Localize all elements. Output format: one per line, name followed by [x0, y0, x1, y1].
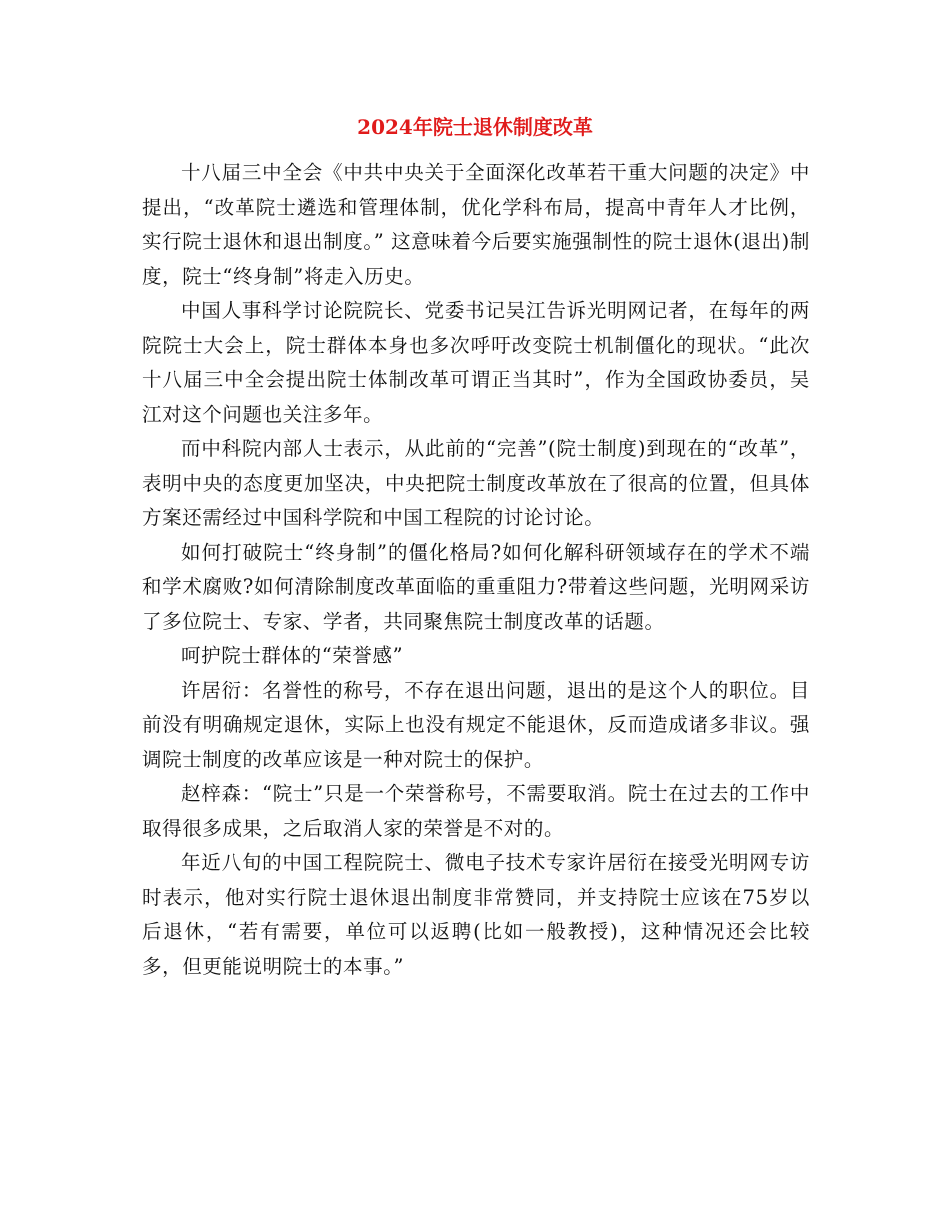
- section-heading: 呵护院士群体的“荣誉感”: [181, 644, 404, 667]
- paragraph: 中国人事科学讨论院院长、党委书记吴江告诉光明网记者，在每年的两院院士大会上，院士群体本身也多次呼吁改变院士机制僵化的现状。“此次十八届三中全会提出院士体制改革可谓正当其时”，作为全国政协委员，吴江对这个问题也关注多年。: [142, 299, 810, 426]
- paragraph: 年近八旬的中国工程院院士、微电子技术专家许居衍在接受光明网专访时表示，他对实行院士退休退出制度非常赞同，并支持院士应该在75岁以后退休，“若有需要，单位可以返聘(比如一般教授)，这种情况还会比较多，但更能说明院士的本事。”: [142, 851, 810, 978]
- document-title: 2024年院士退休制度改革: [357, 115, 593, 139]
- paragraph: 赵梓森：“院士”只是一个荣誉称号，不需要取消。院士在过去的工作中取得很多成果，之后取消人家的荣誉是不对的。: [142, 782, 810, 840]
- paragraph: 许居衍：名誉性的称号，不存在退出问题，退出的是这个人的职位。目前没有明确规定退休，实际上也没有规定不能退休，反而造成诸多非议。强调院士制度的改革应该是一种对院士的保护。: [142, 678, 810, 771]
- paragraph: 如何打破院士“终身制”的僵化格局?如何化解科研领域存在的学术不端和学术腐败?如何清除制度改革面临的重重阻力?带着这些问题，光明网采访了多位院士、专家、学者，共同聚焦院士制度改革的话题。: [142, 540, 810, 633]
- paragraph: 十八届三中全会《中共中央关于全面深化改革若干重大问题的决定》中提出，“改革院士遴选和管理体制，优化学科布局，提高中青年人才比例，实行院士退休和退出制度。” 这意味着今后要实施强制性的院士退休(退出)制度，院士“终身制”将走入历史。: [142, 161, 810, 288]
- paragraph: 而中科院内部人士表示，从此前的“完善”(院士制度)到现在的“改革”，表明中央的态度更加坚决，中央把院士制度改革放在了很高的位置，但具体方案还需经过中国科学院和中国工程院的讨论讨论。: [142, 437, 810, 529]
- document-body: [142, 156, 810, 984]
